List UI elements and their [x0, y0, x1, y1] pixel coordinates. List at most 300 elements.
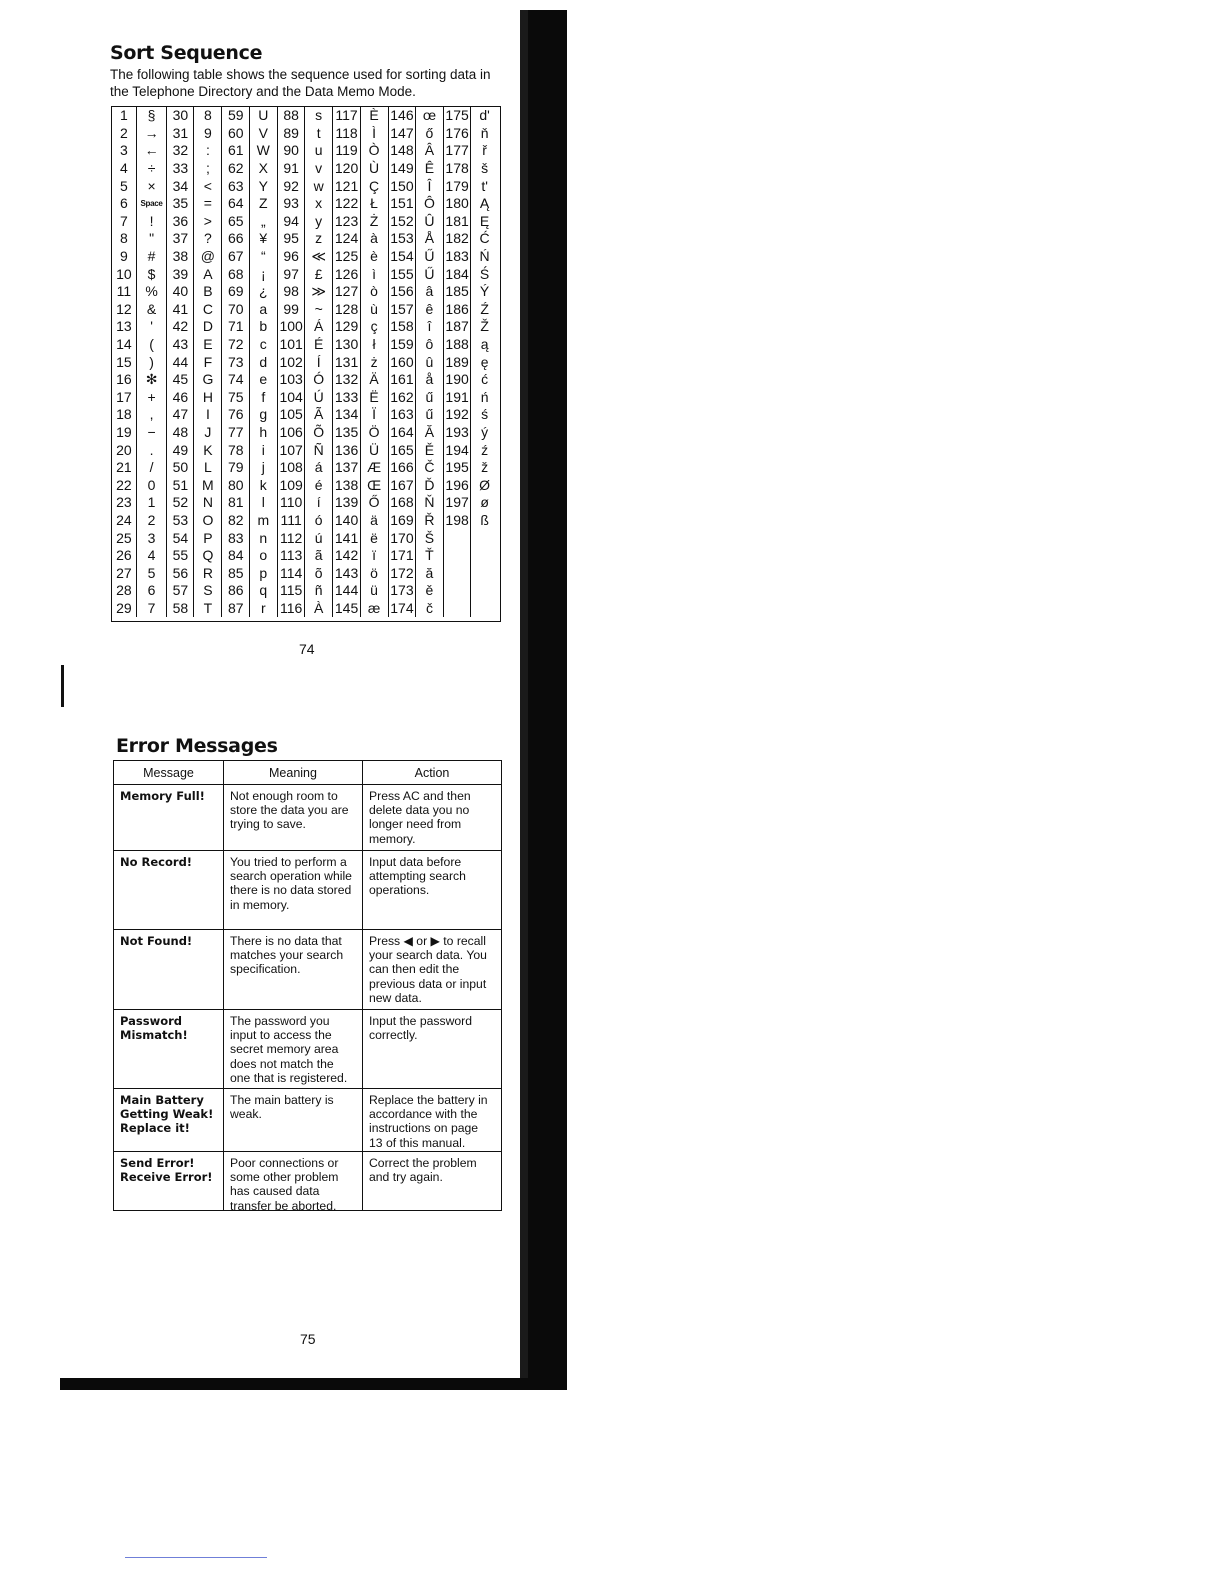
- sort-character: ü: [361, 582, 389, 600]
- sort-entry: [167, 265, 222, 283]
- sort-number: 58: [167, 600, 194, 618]
- sort-character: [471, 547, 498, 565]
- sort-number: 3: [112, 142, 137, 160]
- sort-entry: [389, 371, 444, 389]
- sort-number: 167: [389, 476, 416, 494]
- sort-character: D: [194, 318, 222, 336]
- sort-character: č: [416, 600, 444, 618]
- sort-number: 118: [334, 125, 361, 143]
- sort-character: s: [305, 107, 333, 125]
- sort-character: Ő: [361, 494, 389, 512]
- sort-character: â: [416, 283, 444, 301]
- sort-number: 94: [278, 213, 305, 231]
- sort-character: Ô: [416, 195, 444, 213]
- sort-character: ś: [481, 406, 489, 423]
- sort-number: 142: [334, 547, 361, 565]
- sort-character: Ù: [361, 160, 389, 178]
- sort-character: 3: [137, 529, 168, 547]
- sort-character: d: [250, 353, 278, 371]
- sort-number: 157: [389, 301, 416, 319]
- sort-sequence-title: Sort Sequence: [110, 42, 263, 64]
- sort-number: 124: [334, 230, 361, 248]
- sort-character: ): [137, 353, 168, 371]
- sort-entry: [389, 160, 444, 178]
- sort-character: ñ: [305, 582, 333, 600]
- sort-entry: [444, 318, 498, 336]
- sort-number: 44: [167, 353, 194, 371]
- sort-entry: [223, 353, 278, 371]
- sort-number: 104: [278, 389, 305, 407]
- sort-number: 137: [334, 459, 361, 477]
- sort-entry: [334, 389, 389, 407]
- sort-character: I: [194, 406, 222, 424]
- sort-entry: [223, 582, 278, 600]
- error-row: [114, 1089, 501, 1152]
- sort-number: 83: [223, 529, 250, 547]
- sort-character: Space: [137, 195, 168, 213]
- error-action: Input the password correctly.: [369, 1014, 472, 1043]
- sort-number: 113: [278, 547, 305, 565]
- sort-number: 107: [278, 441, 305, 459]
- sort-entry: [223, 371, 278, 389]
- sort-number: 56: [167, 564, 194, 582]
- sort-entry: [278, 248, 333, 266]
- sort-number: 82: [223, 512, 250, 530]
- sort-character: t': [481, 177, 488, 194]
- sort-number: 150: [389, 177, 416, 195]
- sort-character: á: [305, 459, 333, 477]
- sort-number: 67: [223, 248, 250, 266]
- sort-entry: [223, 248, 278, 266]
- sort-entry: [278, 353, 333, 371]
- sort-number: 141: [334, 529, 361, 547]
- sort-entry: [112, 564, 167, 582]
- sort-number: 168: [389, 494, 416, 512]
- sort-entry: [389, 177, 444, 195]
- sort-character: ř: [482, 142, 487, 159]
- sort-entry: [223, 177, 278, 195]
- sort-character: í: [305, 494, 333, 512]
- sort-number: 164: [389, 424, 416, 442]
- sort-entry: [444, 336, 498, 354]
- sort-number: 166: [389, 459, 416, 477]
- sort-entry: [278, 547, 333, 565]
- error-messages-title: Error Messages: [116, 735, 278, 757]
- sort-character: È: [361, 107, 389, 125]
- sort-entry: [444, 389, 498, 407]
- sort-number: 183: [444, 248, 471, 266]
- sort-character: !: [137, 213, 168, 231]
- sort-character: 0: [137, 476, 168, 494]
- sort-character: 6: [137, 582, 168, 600]
- sort-character: “: [250, 248, 278, 266]
- sort-entry: [444, 195, 498, 213]
- sort-number: 134: [334, 406, 361, 424]
- error-message: Main Battery Getting Weak! Replace it!: [114, 1089, 224, 1151]
- sort-number: 73: [223, 353, 250, 371]
- sort-character: e: [250, 371, 278, 389]
- sort-number: 180: [444, 195, 471, 213]
- sort-number: 194: [444, 441, 471, 459]
- sort-entry: [223, 600, 278, 618]
- sort-number: 27: [112, 564, 137, 582]
- sort-entry: [112, 213, 167, 231]
- sort-character: ß: [480, 511, 489, 528]
- sort-character: £: [305, 265, 333, 283]
- sort-number: 127: [334, 283, 361, 301]
- sort-character: Ň: [416, 494, 444, 512]
- sort-number: 78: [223, 441, 250, 459]
- sort-entry: [112, 248, 167, 266]
- sort-entry: [389, 424, 444, 442]
- sort-character: Ç: [361, 177, 389, 195]
- page-number-74: 74: [299, 641, 315, 657]
- sort-character: ì: [361, 265, 389, 283]
- sort-character: R: [194, 564, 222, 582]
- sort-entry: [334, 494, 389, 512]
- sort-entry: [389, 265, 444, 283]
- sort-number: 155: [389, 265, 416, 283]
- sort-character: Ą: [479, 195, 490, 212]
- sort-character: Œ: [361, 476, 389, 494]
- sort-entry: [223, 265, 278, 283]
- sort-entry: [444, 494, 498, 512]
- sort-character: 4: [137, 547, 168, 565]
- sort-entry: [444, 441, 498, 459]
- sort-entry: [444, 301, 498, 319]
- sort-character: y: [305, 213, 333, 231]
- sort-entry: [278, 476, 333, 494]
- sort-entry: [334, 476, 389, 494]
- sort-number: 25: [112, 529, 137, 547]
- sort-number: 17: [112, 389, 137, 407]
- sort-number: 106: [278, 424, 305, 442]
- sort-character: d': [479, 107, 490, 124]
- sort-number: 173: [389, 582, 416, 600]
- sort-number: 70: [223, 301, 250, 319]
- sort-number: 62: [223, 160, 250, 178]
- sort-character: &: [137, 301, 168, 319]
- sort-column: [112, 107, 167, 621]
- sort-number: 19: [112, 424, 137, 442]
- sort-character: Z: [250, 195, 278, 213]
- error-row: [114, 1010, 501, 1089]
- sort-character: ô: [416, 336, 444, 354]
- sort-entry: [167, 494, 222, 512]
- sort-number: 26: [112, 547, 137, 565]
- sort-entry: [334, 529, 389, 547]
- sort-number: 7: [112, 213, 137, 231]
- sort-entry: [389, 125, 444, 143]
- sort-character: c: [250, 336, 278, 354]
- sort-entry: [278, 195, 333, 213]
- sort-number: 152: [389, 213, 416, 231]
- header-meaning: Meaning: [224, 761, 363, 784]
- sort-character: §: [137, 107, 168, 125]
- sort-number: 149: [389, 160, 416, 178]
- sort-entry: [444, 424, 498, 442]
- sort-number: 140: [334, 512, 361, 530]
- sort-entry: [223, 529, 278, 547]
- sort-number: 86: [223, 582, 250, 600]
- sort-entry: [112, 459, 167, 477]
- sort-number: 4: [112, 160, 137, 178]
- sort-character: ,: [137, 406, 168, 424]
- sort-entry: [223, 406, 278, 424]
- sort-entry: [223, 389, 278, 407]
- sort-entry: [278, 283, 333, 301]
- sort-character: x: [305, 195, 333, 213]
- sort-entry: [278, 142, 333, 160]
- sort-number: 133: [334, 389, 361, 407]
- sort-entry: [278, 389, 333, 407]
- sort-entry: [334, 441, 389, 459]
- sort-entry: [112, 318, 167, 336]
- sort-number: 28: [112, 582, 137, 600]
- sort-number: [444, 547, 471, 565]
- sort-character: ź: [481, 441, 489, 458]
- sort-number: 115: [278, 582, 305, 600]
- sort-number: 6: [112, 195, 137, 213]
- sort-entry: [167, 195, 222, 213]
- sort-entry: [389, 142, 444, 160]
- sort-number: 160: [389, 353, 416, 371]
- sort-number: 81: [223, 494, 250, 512]
- sort-character: B: [194, 283, 222, 301]
- sort-number: 69: [223, 283, 250, 301]
- sort-character: .: [137, 441, 168, 459]
- sort-character: ž: [481, 459, 489, 476]
- sort-entry: [334, 125, 389, 143]
- sort-character: H: [194, 389, 222, 407]
- sort-number: 171: [389, 547, 416, 565]
- sort-character: Ź: [480, 300, 489, 317]
- sort-number: 66: [223, 230, 250, 248]
- sort-entry: [223, 142, 278, 160]
- sort-character: À: [305, 600, 333, 618]
- sort-entry: [112, 371, 167, 389]
- sort-character: Ï: [361, 406, 389, 424]
- sort-column: [334, 107, 389, 621]
- sort-number: 122: [334, 195, 361, 213]
- sort-entry: [334, 230, 389, 248]
- sort-character: Ć: [479, 230, 490, 247]
- sort-entry: [278, 406, 333, 424]
- sort-column: [278, 107, 333, 621]
- sort-character: E: [194, 336, 222, 354]
- sort-column: [389, 107, 444, 621]
- sort-number: 186: [444, 301, 471, 319]
- sort-number: 176: [444, 125, 471, 143]
- sort-number: 163: [389, 406, 416, 424]
- sort-character: î: [416, 318, 444, 336]
- sort-character: Ś: [479, 265, 490, 282]
- sort-number: 195: [444, 459, 471, 477]
- sort-entry: [334, 424, 389, 442]
- sort-entry: [389, 459, 444, 477]
- sort-entry: [167, 353, 222, 371]
- sort-character: W: [250, 142, 278, 160]
- sort-character: +: [137, 389, 168, 407]
- error-meaning: You tried to perform a search operation while there is no data stored in memory.: [224, 851, 363, 929]
- sort-number: 97: [278, 265, 305, 283]
- sort-entry: [167, 142, 222, 160]
- sort-entry: [444, 142, 498, 160]
- sort-number: 24: [112, 512, 137, 530]
- sort-entry: [112, 107, 167, 125]
- sort-entry: [112, 301, 167, 319]
- sort-entry: [112, 441, 167, 459]
- sort-number: 135: [334, 424, 361, 442]
- sort-character: 2: [137, 512, 168, 530]
- sort-entry: [167, 476, 222, 494]
- sort-number: 84: [223, 547, 250, 565]
- sort-entry: [278, 441, 333, 459]
- sort-character: æ: [361, 600, 389, 618]
- sort-number: 132: [334, 371, 361, 389]
- sort-number: 76: [223, 406, 250, 424]
- sort-entry: [444, 547, 498, 565]
- sort-entry: [334, 195, 389, 213]
- sort-number: 45: [167, 371, 194, 389]
- sort-entry: [334, 318, 389, 336]
- error-action: Press AC and then delete data you no longer need from memory.: [369, 789, 471, 846]
- sort-character: [471, 582, 498, 600]
- sort-entry: [444, 564, 498, 582]
- sort-character: =: [194, 195, 222, 213]
- sort-number: 87: [223, 600, 250, 618]
- sort-entry: [167, 600, 222, 618]
- sort-character: a: [250, 301, 278, 319]
- sort-number: [444, 529, 471, 547]
- sort-character: ~: [305, 301, 333, 319]
- sort-character: ¡: [250, 265, 278, 283]
- sort-entry: [167, 564, 222, 582]
- sort-entry: [223, 564, 278, 582]
- sort-entry: [112, 494, 167, 512]
- sort-character: Y: [250, 177, 278, 195]
- sort-number: 72: [223, 336, 250, 354]
- sort-character: ę: [480, 353, 489, 370]
- sort-column: [223, 107, 278, 621]
- sort-entry: [167, 529, 222, 547]
- sort-character: ű: [416, 406, 444, 424]
- sort-number: 65: [223, 213, 250, 231]
- sort-character: ó: [305, 512, 333, 530]
- sort-number: 153: [389, 230, 416, 248]
- sort-number: 2: [112, 125, 137, 143]
- sort-character: ?: [194, 230, 222, 248]
- sort-entry: [112, 476, 167, 494]
- sort-character: é: [305, 476, 333, 494]
- sort-character: f: [250, 389, 278, 407]
- sort-entry: [278, 582, 333, 600]
- sort-entry: [167, 441, 222, 459]
- sort-character: ú: [305, 529, 333, 547]
- sort-number: 51: [167, 476, 194, 494]
- sort-character: ű: [416, 389, 444, 407]
- sort-character: Ã: [305, 406, 333, 424]
- error-row: [114, 930, 501, 1010]
- sort-number: 21: [112, 459, 137, 477]
- sort-entry: [334, 564, 389, 582]
- sort-entry: [223, 441, 278, 459]
- error-message: Send Error! Receive Error!: [114, 1152, 224, 1210]
- sort-character: œ: [416, 107, 444, 125]
- sort-number: 161: [389, 371, 416, 389]
- sort-number: 162: [389, 389, 416, 407]
- sort-character: M: [194, 476, 222, 494]
- sort-entry: [444, 283, 498, 301]
- sort-character: Ř: [416, 512, 444, 530]
- sort-entry: [389, 283, 444, 301]
- sort-number: 179: [444, 177, 471, 195]
- sort-entry: [112, 160, 167, 178]
- sort-number: 123: [334, 213, 361, 231]
- sort-character: P: [194, 529, 222, 547]
- sort-character: Ý: [479, 283, 490, 300]
- sort-character: L: [194, 459, 222, 477]
- sort-number: 169: [389, 512, 416, 530]
- sort-character: Ú: [305, 389, 333, 407]
- sort-character: Ť: [416, 547, 444, 565]
- error-message: Not Found!: [114, 930, 224, 1009]
- sort-character: j: [250, 459, 278, 477]
- sort-entry: [444, 213, 498, 231]
- sort-entry: [334, 582, 389, 600]
- sort-entry: [223, 107, 278, 125]
- sort-character: [471, 600, 498, 618]
- sort-character: J: [194, 424, 222, 442]
- sort-entry: [223, 213, 278, 231]
- sort-number: 64: [223, 195, 250, 213]
- sort-character: ä: [361, 512, 389, 530]
- sort-number: 61: [223, 142, 250, 160]
- sort-character: $: [137, 265, 168, 283]
- sort-entry: [112, 547, 167, 565]
- sort-number: 43: [167, 336, 194, 354]
- sort-character: m: [250, 512, 278, 530]
- sort-character: Ž: [480, 318, 489, 335]
- sort-entry: [334, 371, 389, 389]
- sort-character: Ì: [361, 125, 389, 143]
- sort-number: 184: [444, 265, 471, 283]
- sort-number: 80: [223, 476, 250, 494]
- sort-entry: [334, 213, 389, 231]
- sort-number: 114: [278, 564, 305, 582]
- sort-number: 52: [167, 494, 194, 512]
- sort-character: Ä: [361, 371, 389, 389]
- sort-character: Ě: [416, 441, 444, 459]
- sort-number: 16: [112, 371, 137, 389]
- sort-character: ←: [137, 142, 168, 160]
- sort-character: 1: [137, 494, 168, 512]
- sort-entry: [223, 283, 278, 301]
- sort-entry: [278, 459, 333, 477]
- sort-entry: [334, 248, 389, 266]
- sort-entry: [389, 318, 444, 336]
- sort-character: ł: [361, 336, 389, 354]
- sort-entry: [444, 582, 498, 600]
- sort-sequence-intro: The following table shows the sequence used for sorting data in the Telephone Directory and the Data Memo Mode.: [110, 67, 491, 99]
- sort-character: ż: [361, 353, 389, 371]
- sort-character: u: [305, 142, 333, 160]
- sort-number: [444, 600, 471, 618]
- sort-entry: [278, 107, 333, 125]
- sort-character: o: [250, 547, 278, 565]
- sort-entry: [334, 336, 389, 354]
- sort-number: 92: [278, 177, 305, 195]
